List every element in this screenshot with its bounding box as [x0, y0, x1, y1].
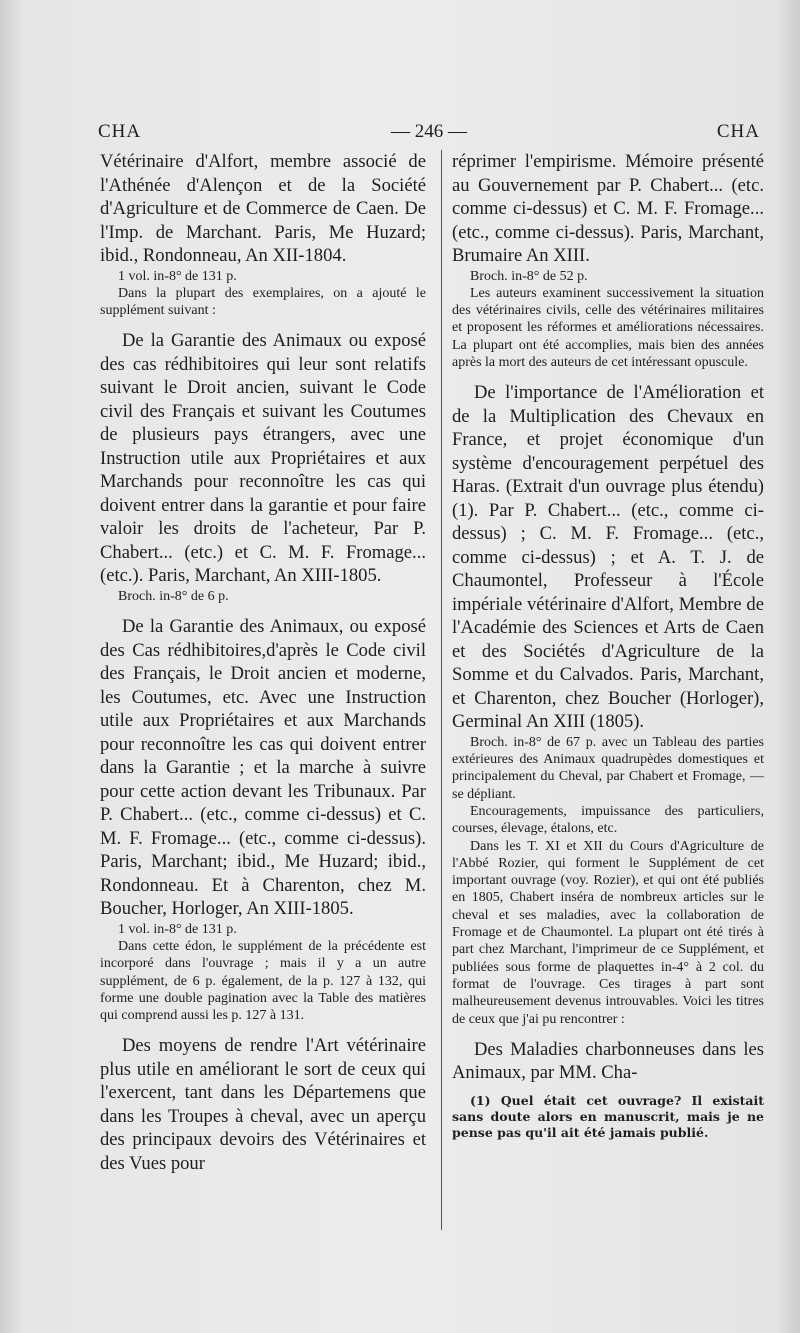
bibliography-entry: De l'importance de l'Amélioration et de la Multiplication des Chevaux en France, et projet économique d'un système d'encouragement perpétuel des Haras. (Extrait d'un ouvrage plus étendu) (1). Par P. Chabert... (etc., comme ci-dessus) ; C. M. F. Fromage... (etc., comme ci-dessus) ; et A. T. J. de Chaumontel, Professeur à l'École impériale vétérinaire d'Alfort, Membre de l'Académie des Sciences et Arts de Caen et des Sociétés d'Agriculture de la Somme et du Calvados. Paris, Marchant, et Charenton, chez Boucher (Horloger), Germinal An XIII (1805). — [452, 382, 764, 733]
entry-note: Dans les T. XI et XII du Cours d'Agriculture de l'Abbé Rozier, qui forment le Supplément de cet important ouvrage (voy. Rozier), et qui ont été publiés en 1805, Chabert inséra de nombreux articles sur le cheval et ses maladies, avec la collaboration de Fromage et de Chaumontel. La plupart ont été tirés à part chez Marchant, l'imprimeur de ce Supplément, et publiées sous forme de plaquettes in-4° à 2 col. du format de l'ouvrage. Ces tirages à part sont malheureusement devenus introuvables. Voici les titres de ceux que j'ai pu rencontrer : — [452, 838, 764, 1027]
entry-note: Broch. in-8° de 52 p. — [470, 268, 588, 284]
bibliography-entry: Des moyens de rendre l'Art vétérinaire plus utile en améliorant le sort de ceux qui l'exercent, tant dans les Départemens que dans les Troupes à cheval, avec un aperçu des principaux devoirs des Vétérinaires et des Vues pour — [100, 1035, 426, 1174]
entry-note: Encouragements, impuissance des particuliers, courses, élevage, étalons, etc. — [452, 803, 764, 837]
left-column — [100, 150, 426, 1175]
entry-note: Dans cette édon, le supplément de la précédente est incorporé dans l'ouvrage ; mais il y a un autre supplément, de 6 p. également, de la p. 127 à 132, qui forme une double pagination avec la Table des matières qui comprend aussi les p. 127 à 131. — [100, 938, 426, 1024]
header-left-keyword: CHA — [98, 121, 142, 142]
header-right-keyword: CHA — [716, 121, 760, 142]
column-divider — [441, 150, 442, 1230]
entry-note: Les auteurs examinent successivement la situation des vétérinaires civils, celle des vétérinaires militaires et proposent les réformes et améliorations nécessaires. La plupart ont été accomplies, mais bien des années après la mort des auteurs de cet intéressant opuscule. — [452, 285, 764, 370]
entry-note: Broch. in-8° de 67 p. avec un Tableau des parties extérieures des Animaux quadrupèdes domestiques et principalement du Cheval, par Chabert et Fromage, — se dépliant. — [452, 734, 764, 802]
entry-note: Dans la plupart des exemplaires, on a ajouté le supplément suivant : — [100, 285, 426, 319]
right-column — [452, 150, 764, 1141]
bibliography-entry: De la Garantie des Animaux, ou exposé des Cas rédhibitoires,d'après le Code civil des Français, le Droit ancien et moderne, les Coutumes, etc. Avec une Instruction utile aux Propriétaires et aux Marchands pour reconnoître les cas qui doivent entrer dans la Garantie ; et la marche à suivre pour cette action devant les Tribunaux. Par P. Chabert... (etc., comme ci-dessus) et C. M. F. Fromage... (etc., comme ci-dessus). Paris, Marchant; ibid., Me Huzard; ibid., Rondonneau. Et à Charenton, chez M. Boucher, Horloger, An XIII-1805. — [100, 616, 426, 920]
bibliography-entry: Vétérinaire d'Alfort, membre associé de l'Athénée d'Alençon et de la Société d'Agriculture et de Commerce de Caen. De l'Imp. de Marchant. Paris, Me Huzard; ibid., Rondonneau, An XII-1804. — [100, 151, 426, 266]
page-number: — 246 — — [391, 121, 467, 142]
bibliography-entry: Des Maladies charbonneuses dans les Animaux, par MM. Cha- — [452, 1038, 764, 1084]
bibliography-entry: réprimer l'empirisme. Mémoire présenté au Gouvernement par P. Chabert... (etc. comme ci-dessus) et C. M. F. Fromage... (etc., comme ci-dessus). Paris, Marchant, Brumaire An XIII. — [452, 151, 764, 266]
bibliography-entry: De la Garantie des Animaux ou exposé des cas rédhibitoires qui leur sont relatifs suivant le Droit ancien, suivant le Code civil des Français et suivant les Coutumes de plusieurs pays étrangers, avec une Instruction utile aux Propriétaires et aux Marchands pour reconnoître les cas qui doivent entrer dans la garantie et pour faire valoir les droits de l'acheteur, Par P. Chabert... (etc.) et C. M. F. Fromage... (etc.). Paris, Marchant, An XIII-1805. — [100, 330, 426, 587]
entry-note: Broch. in-8° de 6 p. — [118, 588, 229, 604]
entry-note: 1 vol. in-8° de 131 p. — [118, 268, 237, 284]
footnote: (1) Quel était cet ouvrage? Il existait sans doute alors en manuscrit, mais je ne pense pas qu'il ait été jamais publié. — [452, 1092, 764, 1140]
entry-note: 1 vol. in-8° de 131 p. — [118, 921, 237, 937]
running-header — [98, 121, 760, 151]
